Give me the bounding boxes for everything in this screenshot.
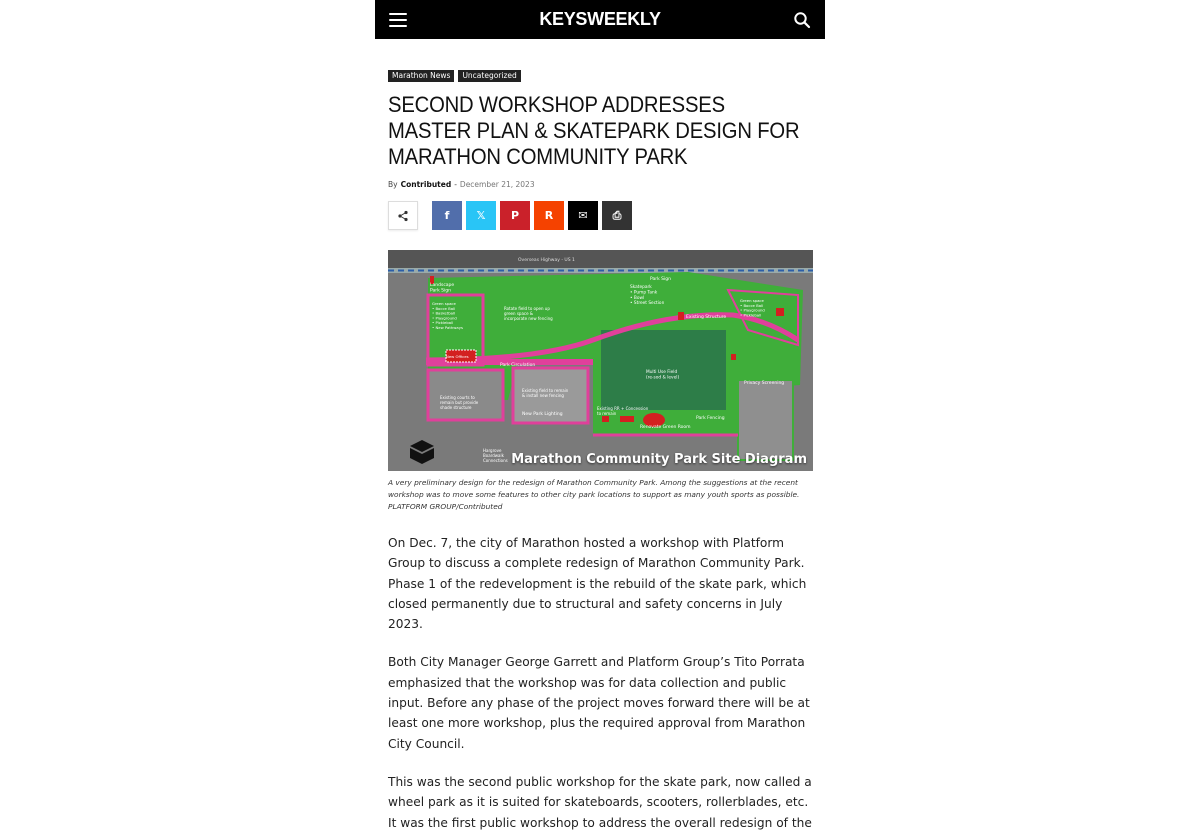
label-hargrove: Hargrove Boardwalk Connections <box>483 448 508 463</box>
print-icon: ⎙ <box>612 208 622 222</box>
label-renovate-green-room: Renovate Green Room <box>640 425 691 430</box>
paragraph-3: This was the second public workshop for the skate park, now called a wheel park as it is suited for skateboards, scooters, rollerblades, etc. It was the first public workshop to address the overall redesign of the <box>388 774 812 830</box>
print-button[interactable] <box>602 201 632 230</box>
facebook-icon: f <box>444 209 450 222</box>
paragraph-1: On Dec. 7, the city of Marathon hosted a workshop with Platform Group to discuss a complete redesign of Marathon Community Park. Phase 1 of the redevelopment is the rebuild of the skate park, which closed permanently due to structural and safety concerns in July 2023. <box>388 536 807 632</box>
label-new-offices: New Offices <box>446 354 469 359</box>
article <box>388 70 813 833</box>
label-privacy-screening: Privacy Screening <box>744 381 785 386</box>
by-label: By <box>388 180 398 189</box>
label-existing-field: Existing field to remain & install new fencing <box>522 388 569 398</box>
label-existing-structure: Existing Structure <box>686 315 727 320</box>
label-new-park-lighting: New Park Lighting <box>522 412 563 417</box>
search-icon[interactable] <box>793 11 811 29</box>
label-park-sign: Park Sign <box>650 277 671 282</box>
label-park-fencing: Park Fencing <box>696 416 725 421</box>
email-icon: ✉ <box>578 209 588 222</box>
article-title: SECOND WORKSHOP ADDRESSES MASTER PLAN & SKATEPARK DESIGN FOR MARATHON COMMUNITY PARK <box>388 92 800 169</box>
x-share-button[interactable] <box>466 201 496 230</box>
pinterest-icon: P <box>510 209 520 222</box>
category-marathon-news[interactable]: Marathon News <box>388 70 454 82</box>
image-caption: A very preliminary design for the redesign of Marathon Community Park. Among the suggestions at the recent workshop was to move some features to other city park locations to support as many youth sports as possible. PLATFORM GROUP/Contributed <box>388 478 800 511</box>
category-uncategorized[interactable]: Uncategorized <box>458 70 520 82</box>
hamburger-menu-icon[interactable] <box>389 13 407 27</box>
x-icon: 𝕏 <box>476 209 486 222</box>
pinterest-share-button[interactable] <box>500 201 530 230</box>
meta-separator: - <box>454 180 457 189</box>
author-link[interactable]: Contributed <box>400 180 452 189</box>
label-existing-rr: Existing RR + Concession to remain <box>597 406 649 416</box>
reddit-share-button[interactable] <box>534 201 564 230</box>
label-landscape-line: Landscape <box>430 283 455 288</box>
label-existing-courts: Existing courts to remain but provide shade structure <box>440 395 479 410</box>
label-park-circulation: Park Circulation <box>500 363 536 368</box>
label-green-space-left: Green space • Bocce Ball • Basketball • Playground • Pickleball • New Pathways <box>432 301 463 330</box>
share-button[interactable] <box>388 201 418 230</box>
paragraph-2: Both City Manager George Garrett and Platform Group’s Tito Porrata emphasized that the workshop was for data collection and public input. Before any phase of the project moves forward there will be at least one more workshop, plus the required approval from Marathon City Council. <box>388 655 810 751</box>
site-header <box>375 0 825 39</box>
facebook-share-button[interactable] <box>432 201 462 230</box>
share-icon <box>397 210 409 222</box>
label-skatepark: Skatepark • Pump Tank • Bowl • Street Section <box>630 285 665 307</box>
site-diagram-graphic <box>388 250 813 471</box>
reddit-icon: R <box>544 209 554 222</box>
label-green-space-right: Green space • Bocce Ball • Playground • Pickleball <box>740 298 765 318</box>
site-logo[interactable]: KEYSWEEKLY <box>539 9 661 29</box>
article-body <box>388 533 813 833</box>
label-highway: Overseas Highway - US 1 <box>518 258 575 263</box>
label-rotate-field: Rotate field to open up green space & incorporate new fencing <box>504 306 553 321</box>
site-diagram-image[interactable] <box>388 250 813 471</box>
label-multi-use: Multi Use Field (re-sod & level) <box>646 370 680 381</box>
share-bar <box>388 201 813 230</box>
email-share-button[interactable] <box>568 201 598 230</box>
article-meta <box>388 180 813 189</box>
category-tags <box>388 70 813 82</box>
publish-date: December 21, 2023 <box>459 180 535 189</box>
label-landscape: Landscape Park Sign <box>430 283 455 294</box>
diagram-overlay-title: Marathon Community Park Site Diagram <box>511 452 807 467</box>
